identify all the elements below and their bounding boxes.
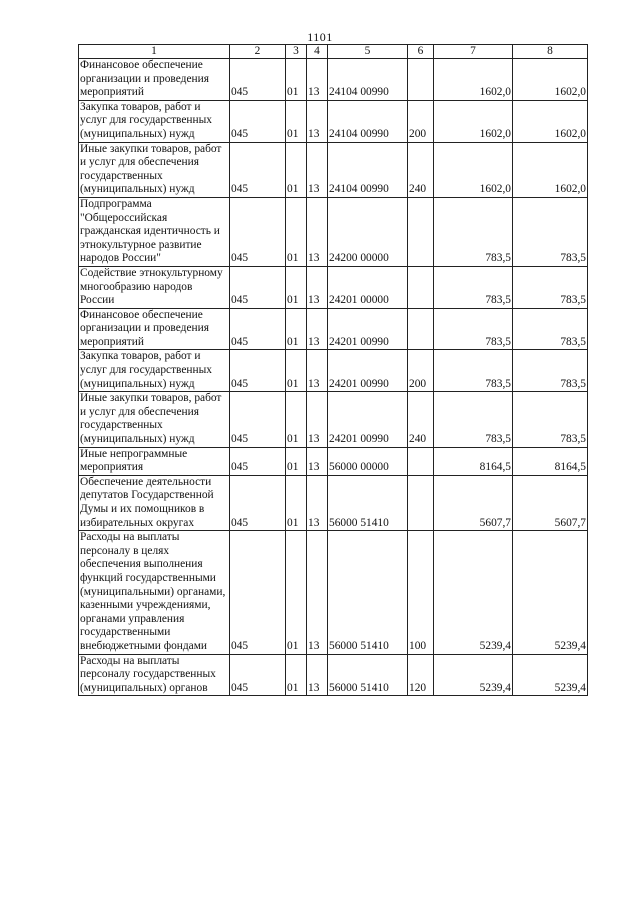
row-sum-2: 8164,5 <box>513 447 588 475</box>
row-subsection: 13 <box>307 531 328 654</box>
row-section: 01 <box>286 447 307 475</box>
row-target-article: 56000 51410 <box>328 654 408 696</box>
row-sum-2: 5239,4 <box>513 654 588 696</box>
row-section: 01 <box>286 475 307 530</box>
row-expense-type <box>408 197 434 266</box>
row-target-article: 24104 00990 <box>328 100 408 142</box>
row-target-article: 24201 00990 <box>328 308 408 350</box>
row-subsection: 13 <box>307 197 328 266</box>
row-sum-1: 8164,5 <box>434 447 513 475</box>
row-sum-2: 1602,0 <box>513 100 588 142</box>
page-number: 1101 <box>307 30 333 44</box>
row-sum-2: 1602,0 <box>513 142 588 197</box>
row-sum-1: 1602,0 <box>434 100 513 142</box>
row-sum-1: 1602,0 <box>434 59 513 101</box>
table-row <box>79 392 588 447</box>
row-subsection: 13 <box>307 475 328 530</box>
row-expense-type <box>408 447 434 475</box>
row-name: Финансовое обеспечение организации и проведения мероприятий <box>79 59 230 101</box>
row-target-article: 56000 51410 <box>328 531 408 654</box>
row-expense-type <box>408 59 434 101</box>
row-section: 01 <box>286 308 307 350</box>
row-subsection: 13 <box>307 350 328 392</box>
row-section: 01 <box>286 59 307 101</box>
row-ministry-code: 045 <box>230 392 286 447</box>
header-col-1: 1 <box>79 45 230 59</box>
row-subsection: 13 <box>307 142 328 197</box>
row-subsection: 13 <box>307 392 328 447</box>
row-sum-1: 783,5 <box>434 308 513 350</box>
header-row <box>79 45 588 59</box>
table-row <box>79 266 588 308</box>
row-sum-1: 783,5 <box>434 392 513 447</box>
row-ministry-code: 045 <box>230 59 286 101</box>
row-expense-type <box>408 308 434 350</box>
row-target-article: 24201 00990 <box>328 350 408 392</box>
row-target-article: 24104 00990 <box>328 59 408 101</box>
row-target-article: 24200 00000 <box>328 197 408 266</box>
row-sum-1: 5607,7 <box>434 475 513 530</box>
row-sum-2: 5607,7 <box>513 475 588 530</box>
row-ministry-code: 045 <box>230 350 286 392</box>
row-subsection: 13 <box>307 447 328 475</box>
row-name: Закупка товаров, работ и услуг для государственных (муниципальных) нужд <box>79 100 230 142</box>
row-sum-2: 783,5 <box>513 308 588 350</box>
header-col-5: 5 <box>328 45 408 59</box>
row-expense-type <box>408 266 434 308</box>
row-target-article: 56000 51410 <box>328 475 408 530</box>
budget-table <box>78 44 588 696</box>
row-name: Расходы на выплаты персоналу государственных (муниципальных) органов <box>79 654 230 696</box>
row-sum-2: 783,5 <box>513 197 588 266</box>
row-target-article: 56000 00000 <box>328 447 408 475</box>
row-section: 01 <box>286 654 307 696</box>
header-col-6: 6 <box>408 45 434 59</box>
row-name: Обеспечение деятельности депутатов Государственной Думы и их помощников в избирательных округах <box>79 475 230 530</box>
row-name: Иные закупки товаров, работ и услуг для обеспечения государственных (муниципальных) нужд <box>79 392 230 447</box>
row-expense-type: 100 <box>408 531 434 654</box>
table-row <box>79 447 588 475</box>
header-col-8: 8 <box>513 45 588 59</box>
row-ministry-code: 045 <box>230 197 286 266</box>
table-row <box>79 531 588 654</box>
row-name: Содействие этнокультурному многообразию народов России <box>79 266 230 308</box>
table-row <box>79 59 588 101</box>
row-subsection: 13 <box>307 654 328 696</box>
row-name: Иные непрограммные мероприятия <box>79 447 230 475</box>
row-subsection: 13 <box>307 59 328 101</box>
row-sum-2: 783,5 <box>513 266 588 308</box>
header-col-2: 2 <box>230 45 286 59</box>
row-ministry-code: 045 <box>230 447 286 475</box>
row-section: 01 <box>286 531 307 654</box>
row-sum-2: 783,5 <box>513 392 588 447</box>
row-sum-1: 783,5 <box>434 197 513 266</box>
row-section: 01 <box>286 100 307 142</box>
row-sum-1: 783,5 <box>434 266 513 308</box>
row-name: Закупка товаров, работ и услуг для государственных (муниципальных) нужд <box>79 350 230 392</box>
row-ministry-code: 045 <box>230 142 286 197</box>
row-name: Расходы на выплаты персоналу в целях обеспечения выполнения функций государственными (муниципальными) органами, казенными учреждениями, органами управления государственными внебюджетными фондами <box>79 531 230 654</box>
row-sum-2: 5239,4 <box>513 531 588 654</box>
row-sum-1: 5239,4 <box>434 531 513 654</box>
row-expense-type: 200 <box>408 100 434 142</box>
row-name: Финансовое обеспечение организации и проведения мероприятий <box>79 308 230 350</box>
row-subsection: 13 <box>307 308 328 350</box>
table-row <box>79 308 588 350</box>
row-sum-1: 5239,4 <box>434 654 513 696</box>
row-sum-1: 1602,0 <box>434 142 513 197</box>
row-sum-1: 783,5 <box>434 350 513 392</box>
row-section: 01 <box>286 350 307 392</box>
row-section: 01 <box>286 392 307 447</box>
row-ministry-code: 045 <box>230 475 286 530</box>
row-ministry-code: 045 <box>230 100 286 142</box>
row-expense-type: 240 <box>408 142 434 197</box>
table-row <box>79 654 588 696</box>
row-ministry-code: 045 <box>230 654 286 696</box>
header-col-7: 7 <box>434 45 513 59</box>
row-target-article: 24201 00000 <box>328 266 408 308</box>
row-name: Подпрограмма "Общероссийская гражданская идентичность и этнокультурное развитие народов России" <box>79 197 230 266</box>
row-sum-2: 1602,0 <box>513 59 588 101</box>
row-expense-type: 240 <box>408 392 434 447</box>
row-expense-type: 120 <box>408 654 434 696</box>
table-row <box>79 475 588 530</box>
row-section: 01 <box>286 142 307 197</box>
row-section: 01 <box>286 266 307 308</box>
row-target-article: 24104 00990 <box>328 142 408 197</box>
row-expense-type: 200 <box>408 350 434 392</box>
row-target-article: 24201 00990 <box>328 392 408 447</box>
row-ministry-code: 045 <box>230 308 286 350</box>
row-ministry-code: 045 <box>230 266 286 308</box>
row-subsection: 13 <box>307 100 328 142</box>
row-ministry-code: 045 <box>230 531 286 654</box>
header-col-3: 3 <box>286 45 307 59</box>
table-row <box>79 142 588 197</box>
table-row <box>79 197 588 266</box>
row-subsection: 13 <box>307 266 328 308</box>
row-section: 01 <box>286 197 307 266</box>
row-sum-2: 783,5 <box>513 350 588 392</box>
row-expense-type <box>408 475 434 530</box>
row-name: Иные закупки товаров, работ и услуг для обеспечения государственных (муниципальных) нужд <box>79 142 230 197</box>
header-col-4: 4 <box>307 45 328 59</box>
table-row <box>79 100 588 142</box>
table-row <box>79 350 588 392</box>
